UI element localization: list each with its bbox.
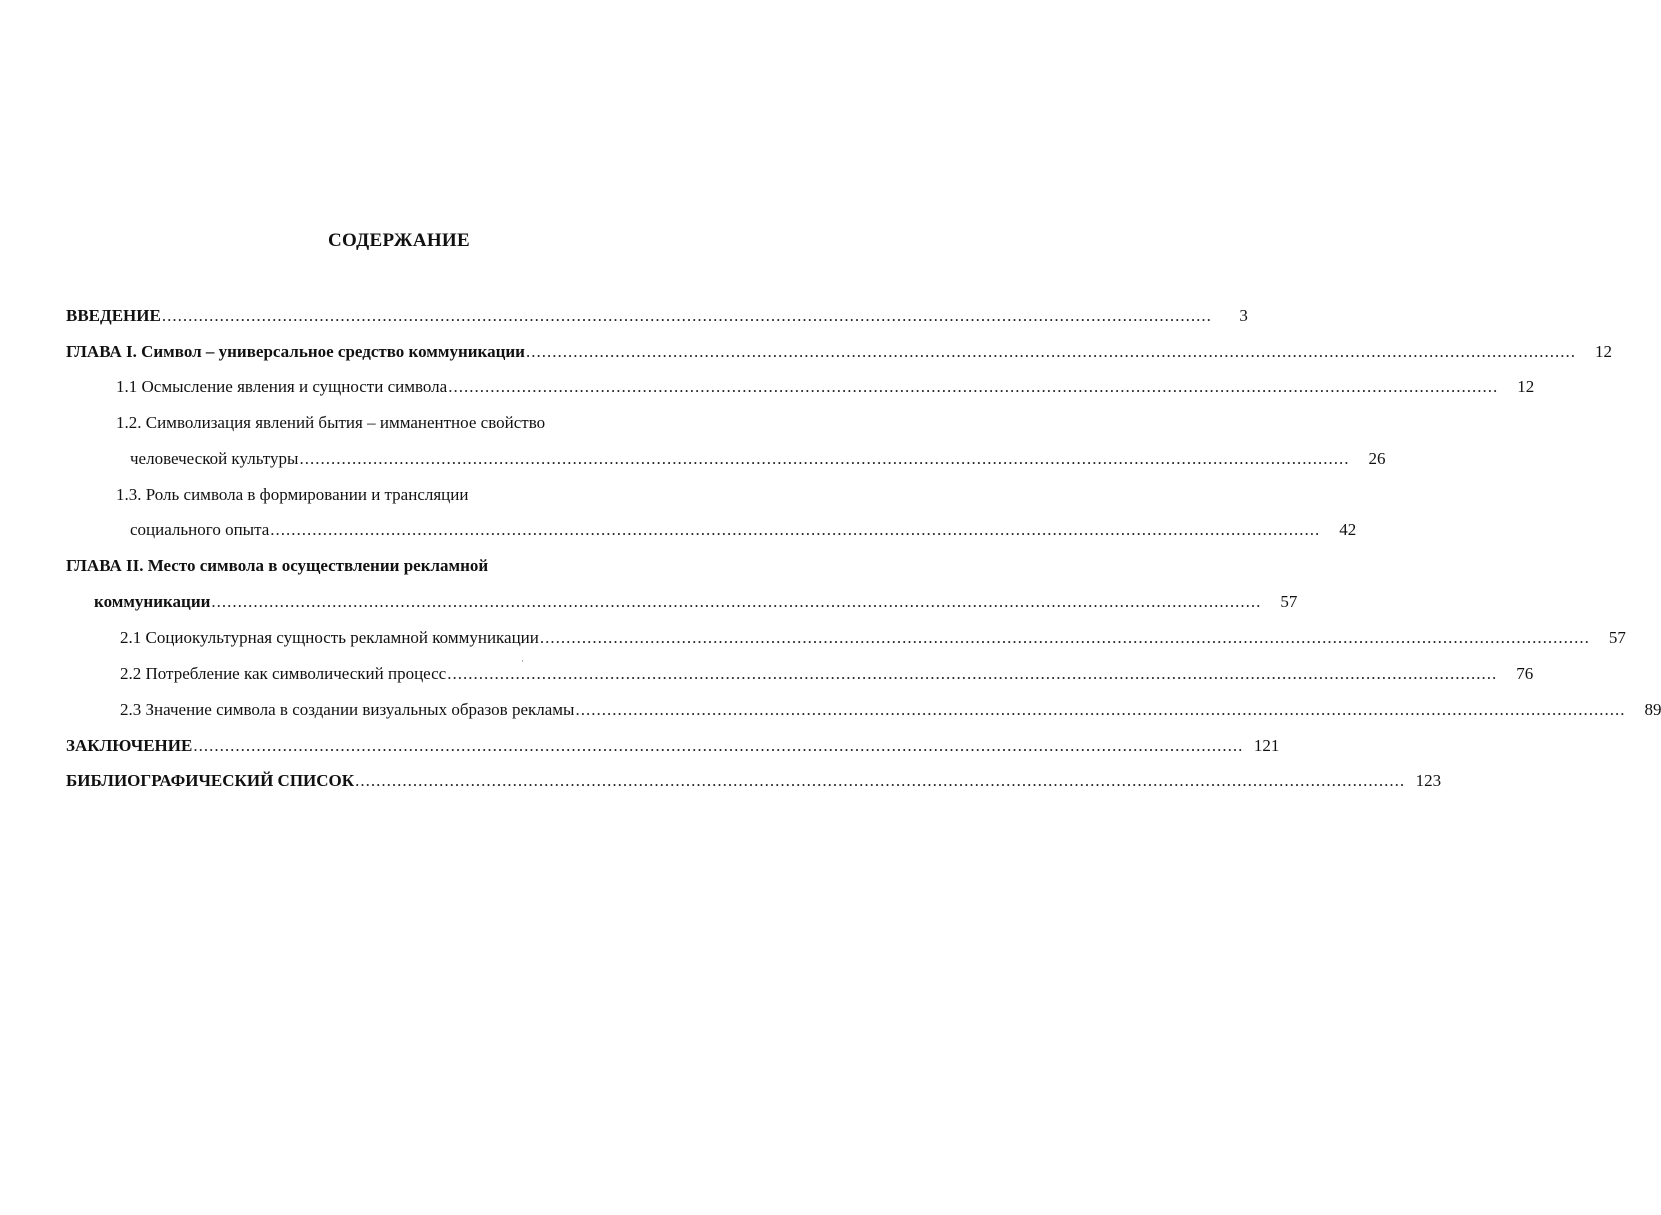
toc-page-number: 121 bbox=[1253, 736, 1280, 755]
dot-leader: ........................................................................................................................................................................................................ bbox=[193, 736, 1244, 755]
toc-label: социального опыта bbox=[130, 520, 270, 539]
toc-entry-introduction[interactable] bbox=[66, 301, 1248, 331]
toc-label: человеческой культуры bbox=[130, 449, 299, 468]
dot-leader: ........................................................................................................................................................................................................ bbox=[575, 700, 1626, 719]
toc-label: ГЛАВА II. Место символа в осуществлении рекламной bbox=[66, 556, 489, 575]
toc-label: коммуникации bbox=[94, 592, 211, 611]
toc-page-number: 3 bbox=[1239, 306, 1248, 325]
toc-label: ГЛАВА I. Символ – универсальное средство коммуникации bbox=[66, 342, 525, 361]
dot-leader: ........................................................................................................................................................................................................ bbox=[525, 342, 1576, 361]
toc-page-number: 12 bbox=[1517, 377, 1535, 396]
page-title: СОДЕРЖАНИЕ bbox=[328, 230, 470, 251]
toc-entry-section-2-2[interactable] bbox=[120, 656, 1534, 689]
dot-leader: ........................................................................................................................................................................................................ bbox=[448, 377, 1499, 396]
toc-entry-section-1-3[interactable] bbox=[130, 515, 1357, 545]
toc-page-number: 26 bbox=[1368, 449, 1386, 468]
dot-leader: ........................................................................................................................................................................................................ bbox=[211, 592, 1262, 611]
dot-leader: ........................................................................................................................................................................................................ bbox=[447, 664, 1498, 683]
toc-label: 1.2. Символизация явлений бытия – имманентное свойство bbox=[116, 413, 546, 432]
toc-entry-section-2-1[interactable] bbox=[120, 623, 1626, 653]
scan-speck: · bbox=[521, 656, 524, 666]
toc-entry-chapter-2-line1[interactable] bbox=[66, 551, 732, 581]
dot-leader: ........................................................................................................................................................................................................ bbox=[299, 449, 1350, 468]
dot-leader: ........................................................................................................................................................................................................ bbox=[161, 306, 1212, 325]
toc-entry-section-1-2-line1[interactable] bbox=[116, 408, 732, 438]
toc-entry-section-1-1[interactable] bbox=[116, 372, 1535, 402]
toc-entry-conclusion[interactable] bbox=[66, 731, 1280, 761]
toc-label: ВВЕДЕНИЕ bbox=[66, 306, 161, 325]
dot-leader: ........................................................................................................................................................................................................ bbox=[355, 771, 1406, 790]
toc-page-number: 57 bbox=[1280, 592, 1298, 611]
dot-leader: ........................................................................................................................................................................................................ bbox=[270, 520, 1321, 539]
toc-label: 1.1 Осмысление явления и сущности символа bbox=[116, 377, 448, 396]
toc-entry-bibliography[interactable] bbox=[66, 766, 1442, 796]
toc-page-number: 12 bbox=[1594, 342, 1612, 361]
dot-leader: ........................................................................................................................................................................................................ bbox=[539, 628, 1590, 647]
toc-label: 2.3 Значение символа в создании визуальных образов рекламы bbox=[120, 700, 575, 719]
toc-entry-chapter-2[interactable] bbox=[94, 587, 1298, 617]
toc-page-number: 76 bbox=[1516, 664, 1534, 683]
toc-page-number: 57 bbox=[1608, 628, 1626, 647]
toc-page-number: 89 bbox=[1644, 700, 1661, 719]
toc-entry-section-2-3[interactable] bbox=[120, 695, 1661, 725]
toc-entry-section-1-3-line1[interactable] bbox=[116, 480, 732, 510]
toc-label: 2.1 Социокультурная сущность рекламной коммуникации bbox=[120, 628, 539, 647]
toc-page-number: 42 bbox=[1339, 520, 1357, 539]
toc-entry-chapter-1[interactable] bbox=[66, 337, 1612, 367]
toc-label: ЗАКЛЮЧЕНИЕ bbox=[66, 736, 193, 755]
toc-label: 1.3. Роль символа в формировании и трансляции bbox=[116, 485, 469, 504]
toc-entry-section-1-2[interactable] bbox=[130, 444, 1386, 474]
toc-label: 2.2 Потребление как символический процесс bbox=[120, 664, 447, 683]
toc-label: БИБЛИОГРАФИЧЕСКИЙ СПИСОК bbox=[66, 771, 355, 790]
toc-page-number: 123 bbox=[1415, 771, 1442, 790]
